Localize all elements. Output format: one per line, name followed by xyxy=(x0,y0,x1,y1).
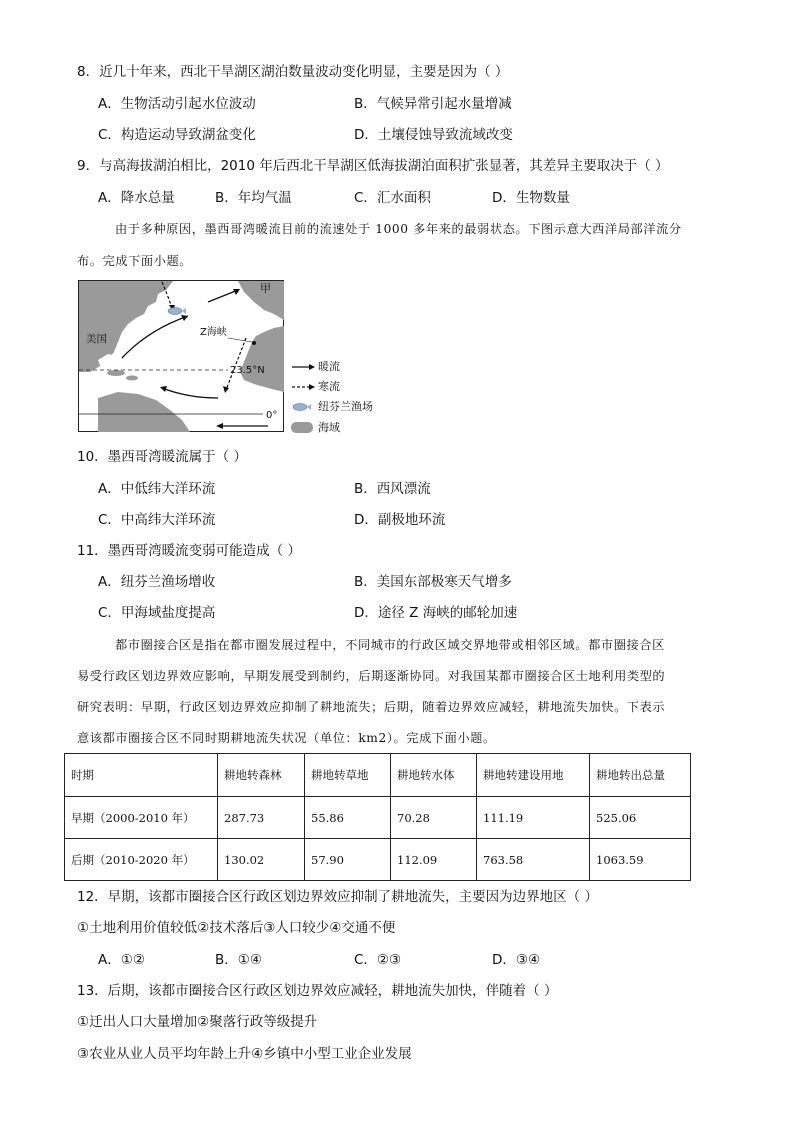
passage2-line1: 都市圈接合区是指在都市圈发展过程中，不同城市的行政区域交界地带或相邻区域。都市圈接合区 xyxy=(115,638,665,652)
passage1-line1: 由于多种原因，墨西哥湾暖流目前的流速处于 1000 多年来的最弱状态。下图示意大西洋局部洋流分 xyxy=(115,222,682,236)
q11-option-d: D．途径 Z 海峡的邮轮加速 xyxy=(354,605,518,621)
q13-items-line1: ①迁出人口大量增加②聚落行政等级提升 xyxy=(77,1014,318,1030)
table-header: 耕地转草地 xyxy=(305,754,391,797)
farmland-loss-table xyxy=(64,753,691,881)
q12-option-d: D．③④ xyxy=(492,952,541,968)
legend-fishery-label: 纽芬兰渔场 xyxy=(318,400,373,413)
table-header: 耕地转森林 xyxy=(218,754,305,797)
q12-option-b: B．①④ xyxy=(215,952,262,968)
q8-option-d: D．土壤侵蚀导致流域改变 xyxy=(354,127,513,143)
q10-option-c: C．中高纬大洋环流 xyxy=(98,512,216,528)
table-cell: 130.02 xyxy=(218,839,305,881)
q11-stem: 11．墨西哥湾暖流变弱可能造成（ ） xyxy=(77,543,301,559)
q8-option-b: B．气候异常引起水量增减 xyxy=(354,96,512,112)
passage2-line4: 意该都市圈接合区不同时期耕地流失状况（单位：km2）。完成下面小题。 xyxy=(77,731,496,745)
table-cell: 1063.59 xyxy=(590,839,691,881)
q9-option-b: B．年均气温 xyxy=(215,190,292,206)
island xyxy=(107,370,125,376)
label-equator: 0° xyxy=(266,410,278,421)
q9-option-d: D．生物数量 xyxy=(492,190,570,206)
table-cell: 55.86 xyxy=(305,797,391,839)
q9-option-a: A．降水总量 xyxy=(98,190,175,206)
label-z-strait: Z海峡 xyxy=(200,327,227,338)
q10-option-d: D．副极地环流 xyxy=(354,512,446,528)
legend-warm-label: 暖流 xyxy=(318,360,340,373)
table-cell: 763.58 xyxy=(477,839,590,881)
table-header: 耕地转建设用地 xyxy=(477,754,590,797)
label-usa: 美国 xyxy=(86,333,107,345)
q11-option-a: A．纽芬兰渔场增收 xyxy=(98,574,216,590)
table-cell: 287.73 xyxy=(218,797,305,839)
passage2-line2: 易受行政区划边界效应影响，早期发展受到制约，后期逐渐协同。对我国某都市圈接合区土地利用类型的 xyxy=(77,669,666,683)
z-strait-point xyxy=(252,341,256,345)
legend-sea-label: 海域 xyxy=(318,421,340,434)
table-row xyxy=(65,839,691,881)
table-cell: 112.09 xyxy=(391,839,477,881)
table-cell: 后期（2010-2020 年） xyxy=(65,839,218,881)
island xyxy=(126,376,138,381)
q13-items-line2: ③农业从业人员平均年龄上升④乡镇中小型工业企业发展 xyxy=(77,1046,412,1062)
q8-option-c: C．构造运动导致湖盆变化 xyxy=(98,127,256,143)
map-legend-symbols xyxy=(290,360,320,440)
q12-items: ①土地利用价值较低②技术落后③人口较少④交通不便 xyxy=(77,920,396,936)
table-row xyxy=(65,797,691,839)
table-header: 耕地转出总量 xyxy=(590,754,691,797)
q12-option-c: C．②③ xyxy=(354,952,402,968)
q10-option-a: A．中低纬大洋环流 xyxy=(98,481,216,497)
ocean-current-map xyxy=(78,280,284,432)
label-latitude: 23.5°N xyxy=(230,365,265,376)
table-cell: 525.06 xyxy=(590,797,691,839)
q12-stem: 12．早期，该都市圈接合区行政区划边界效应抑制了耕地流失，主要因为边界地区（ ） xyxy=(77,889,598,905)
table-header: 时期 xyxy=(65,754,218,797)
q10-option-b: B．西风漂流 xyxy=(354,481,431,497)
q8-option-a: A．生物活动引起水位波动 xyxy=(98,96,256,112)
table-header: 耕地转水体 xyxy=(391,754,477,797)
passage1-line2: 布。完成下面小题。 xyxy=(77,254,193,268)
table-cell: 早期（2000-2010 年） xyxy=(65,797,218,839)
table-cell: 57.90 xyxy=(305,839,391,881)
q13-stem: 13．后期，该都市圈接合区行政区划边界效应减轻，耕地流失加快，伴随着（ ） xyxy=(77,983,558,999)
table-cell: 70.28 xyxy=(391,797,477,839)
passage2-line3: 研究表明：早期，行政区划边界效应抑制了耕地流失；后期，随着边界效应减轻，耕地流失加快。下表示 xyxy=(77,700,666,714)
table-cell: 111.19 xyxy=(477,797,590,839)
q11-option-c: C．甲海域盐度提高 xyxy=(98,605,216,621)
label-jia: 甲 xyxy=(260,282,271,295)
q9-option-c: C．汇水面积 xyxy=(354,190,431,206)
q8-stem: 8．近几十年来，西北干旱湖区湖泊数量波动变化明显，主要是因为（ ） xyxy=(77,64,509,80)
q12-option-a: A．①② xyxy=(98,952,145,968)
legend-fishery-symbol xyxy=(293,404,311,411)
q11-option-b: B．美国东部极寒天气增多 xyxy=(354,574,512,590)
q10-stem: 10．墨西哥湾暖流属于（ ） xyxy=(77,449,247,465)
table-header-row xyxy=(65,754,691,797)
legend-cold-label: 寒流 xyxy=(318,380,340,393)
q9-stem: 9．与高海拔湖泊相比，2010 年后西北干旱湖区低海拔湖泊面积扩张显著，其差异主要取决于（ ） xyxy=(77,158,669,174)
legend-sea-symbol xyxy=(291,422,313,433)
